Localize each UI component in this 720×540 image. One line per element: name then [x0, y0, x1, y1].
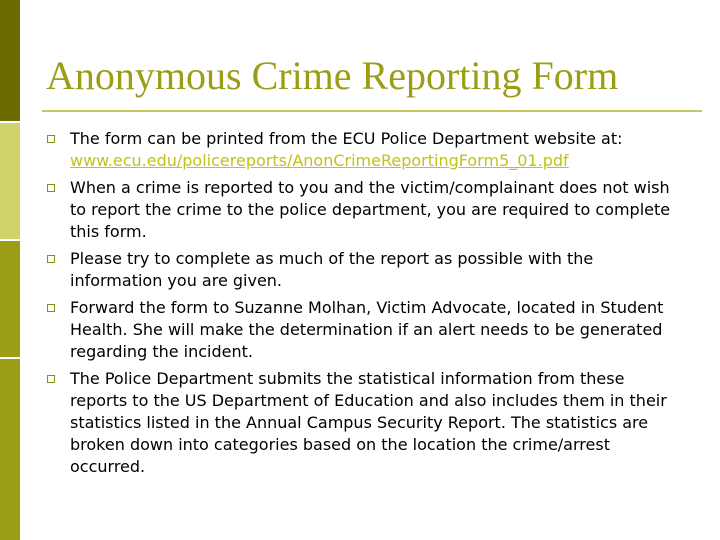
hollow-square-bullet-icon	[47, 135, 55, 143]
sidebar-stripe-mid	[0, 240, 20, 358]
bullet-item	[46, 177, 686, 243]
hollow-square-bullet-icon	[47, 255, 55, 263]
bullet-text: Forward the form to Suzanne Molhan, Victim Advocate, located in Student Health. She will make the determination if an alert needs to be generated regarding the incident.	[70, 298, 664, 361]
title-underline	[42, 110, 702, 112]
bullet-text: The form can be printed from the ECU Police Department website at:	[70, 129, 623, 148]
form-url-link[interactable]: www.ecu.edu/policereports/AnonCrimeReportingForm5_01.pdf	[70, 151, 569, 170]
slide-title: Anonymous Crime Reporting Form	[46, 53, 619, 98]
bullet-item	[46, 297, 686, 363]
hollow-square-bullet-icon	[47, 184, 55, 192]
hollow-square-bullet-icon	[47, 375, 55, 383]
hollow-square-bullet-icon	[47, 304, 55, 312]
bullet-text: When a crime is reported to you and the victim/complainant does not wish to report the crime to the police department, you are required to complete this form.	[70, 178, 671, 241]
sidebar-stripe-light	[0, 122, 20, 240]
bullet-text: Please try to complete as much of the report as possible with the information you are given.	[70, 249, 594, 290]
sidebar-divider	[0, 121, 20, 123]
sidebar-divider	[0, 357, 20, 359]
sidebar-divider	[0, 239, 20, 241]
sidebar-stripe-bottom	[0, 358, 20, 540]
bullet-list	[46, 128, 686, 483]
bullet-text: The Police Department submits the statistical information from these reports to the US Department of Education and also includes them in their statistics listed in the Annual Campus Security Report. The statistics are broken down into categories based on the location the crime/arrest occurred.	[70, 369, 667, 476]
sidebar-stripe-dark	[0, 0, 20, 122]
bullet-item	[46, 368, 686, 478]
bullet-item	[46, 128, 686, 172]
bullet-item	[46, 248, 686, 292]
